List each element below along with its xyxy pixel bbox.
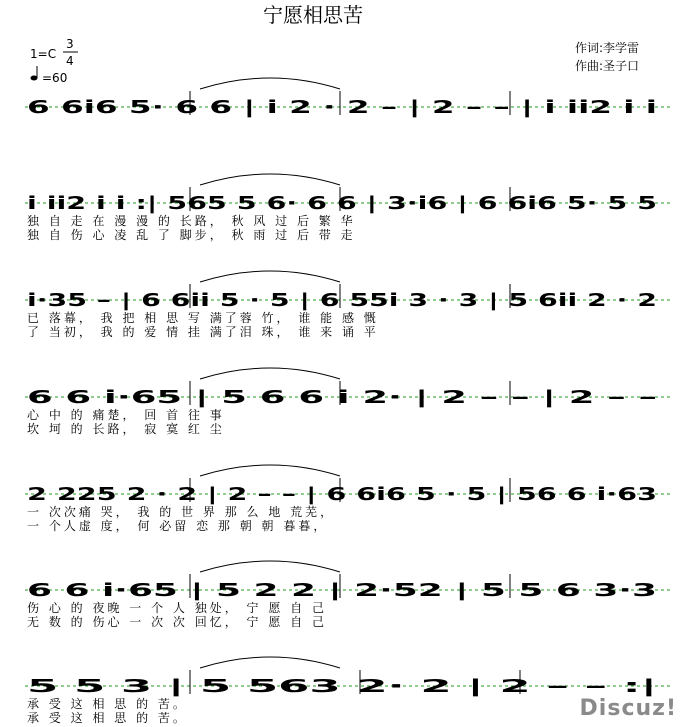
- time-signature-bottom: 4: [66, 54, 74, 68]
- lyric-line: 一 个人虚 度， 何 必留 恋 那 朝 朝 暮暮，: [27, 519, 329, 533]
- time-signature-top: 3: [66, 37, 74, 51]
- note-line: 6 6i6 5· 6 6 | i 2 · 2 – | 2 – – | i ii2 i i: [27, 97, 657, 118]
- lyric-line: 已 落幕， 我 把 相 思 写 满了蓉 竹， 谁 能 感 慨: [27, 311, 379, 325]
- slur-arc: [200, 271, 340, 282]
- slur-arc: [200, 465, 340, 476]
- score-row: [25, 78, 670, 118]
- lyric-line: 无 数 的 伤心 一 次 次 回忆， 宁 愿 自 己: [27, 615, 327, 629]
- score-row: [25, 561, 670, 629]
- lyric-line: 心 中 的 痛楚， 回 首 往 事: [27, 408, 225, 422]
- lyric-line: 一 次次痛 哭， 我 的 世 界 那 么 地 荒芜，: [27, 505, 336, 519]
- score-row: [25, 271, 670, 339]
- tempo-marking: =60: [42, 71, 68, 85]
- note-line: i ii2 i i :| 565 5 6· 6 6 | 3·i6 | 6 6i6 5· 5 5: [27, 193, 657, 214]
- lyric-line: 了 当初， 我 的 爱 情 挂 满了泪 珠， 谁 来 诵 平: [27, 325, 379, 339]
- lyric-line: 伤 心 的 夜晚 一 个 人 独处， 宁 愿 自 己: [27, 601, 327, 615]
- note-line: 6 6 i·65 | 5 6 6 i 2· | 2 – – | 2 – –: [27, 387, 657, 408]
- quarter-note-icon: [31, 66, 38, 81]
- note-line: 6 6 i·65 | 5 2 2 | 2·52 | 5 5 6 3·3: [27, 580, 657, 601]
- slur-arc: [200, 174, 340, 185]
- slur-arc: [200, 657, 340, 668]
- score-row: [25, 465, 670, 533]
- song-title: 宁愿相思苦: [263, 3, 363, 27]
- key-signature: 1=C: [30, 47, 57, 61]
- lyric-line: 承 受 这 相 思 的 苦。: [27, 697, 188, 711]
- note-line: 2 225 2 · 2 | 2 – – | 6 6i6 5 · 5 | 56 6 i·63: [27, 484, 657, 505]
- lyric-line: 承 受 这 相 思 的 苦。: [27, 711, 188, 725]
- lyric-line: 独 自 走 在 漫 漫 的 长路， 秋 风 过 后 繁 华: [27, 214, 356, 228]
- slur-arc: [200, 368, 340, 379]
- lyric-line: 独 自 伤 心 凌 乱 了 脚步， 秋 雨 过 后 带 走: [27, 228, 356, 242]
- lyricist-credit: 作词:李学雷: [575, 41, 640, 55]
- score-row: [25, 657, 670, 725]
- watermark-logo: Discuz!: [579, 696, 677, 721]
- slur-arc: [200, 78, 340, 89]
- slur-arc: [200, 561, 340, 572]
- lyric-line: 坎 坷 的 长路， 寂 寞 红 尘: [27, 422, 225, 436]
- note-line: i·35 – | 6 6ii 5 · 5 | 6 55i 3 · 3 | 5 6ii 2 · 2: [27, 290, 657, 311]
- score-row: [25, 174, 670, 242]
- note-line: 5 5 3 | 5 563 2· 2 | 2 – – :|: [27, 676, 657, 697]
- composer-credit: 作曲:圣子口: [575, 59, 640, 73]
- score-row: [25, 368, 670, 436]
